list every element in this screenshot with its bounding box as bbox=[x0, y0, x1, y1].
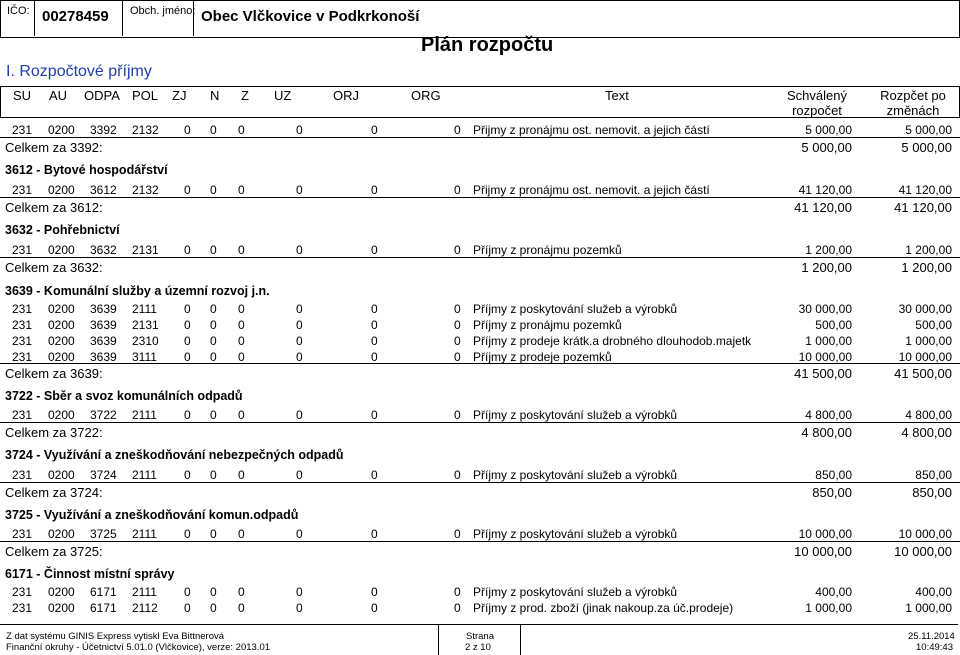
footer-printed-by: Z dat systému GINIS Express vytiskl Eva Bittnerová bbox=[6, 631, 225, 642]
total-row bbox=[0, 257, 960, 278]
group-label: 3612 - Bytové hospodářství bbox=[5, 163, 168, 177]
cell-au: 0200 bbox=[48, 601, 75, 615]
cell-uz: 0 bbox=[296, 468, 303, 482]
cell-text: Příjmy z poskytování služeb a výrobků bbox=[473, 468, 678, 482]
cell-rozpocet: 1 000,00 bbox=[905, 601, 952, 615]
cell-rozpocet: 5 000,00 bbox=[905, 123, 952, 137]
group-heading bbox=[0, 386, 960, 406]
cell-z: 0 bbox=[238, 243, 245, 257]
footer-system-info: Finanční okruhy - Účetnictví 5.01.0 (Vlčkovice), verze: 2013.01 bbox=[6, 642, 271, 653]
total-schvaleny: 850,00 bbox=[812, 485, 852, 500]
total-row bbox=[0, 422, 960, 443]
cell-zj: 0 bbox=[184, 302, 191, 316]
total-schvaleny: 10 000,00 bbox=[794, 544, 852, 559]
cell-rozpocet: 500,00 bbox=[915, 318, 952, 332]
group-label: 3724 - Využívání a zneškodňování nebezpečných odpadů bbox=[5, 448, 344, 462]
cell-org: 0 bbox=[454, 243, 461, 257]
total-rozpocet: 10 000,00 bbox=[894, 544, 952, 559]
group-heading bbox=[0, 281, 960, 301]
cell-uz: 0 bbox=[296, 334, 303, 348]
cell-pol: 2131 bbox=[132, 318, 159, 332]
section-title: I. Rozpočtové příjmy bbox=[6, 63, 152, 80]
cell-odpa: 3639 bbox=[90, 302, 117, 316]
cell-org: 0 bbox=[454, 468, 461, 482]
cell-zj: 0 bbox=[184, 527, 191, 541]
cell-orj: 0 bbox=[371, 408, 378, 422]
cell-odpa: 3632 bbox=[90, 243, 117, 257]
group-label: 3722 - Sběr a svoz komunálních odpadů bbox=[5, 389, 243, 403]
cell-org: 0 bbox=[454, 350, 461, 364]
cell-rozpocet: 41 120,00 bbox=[898, 183, 952, 197]
cell-text: Příjmy z pronájmu pozemků bbox=[473, 318, 622, 332]
cell-pol: 2132 bbox=[132, 183, 159, 197]
cell-su: 231 bbox=[12, 601, 33, 615]
cell-uz: 0 bbox=[296, 408, 303, 422]
cell-orj: 0 bbox=[371, 243, 378, 257]
total-row bbox=[0, 482, 960, 503]
col-au: AU bbox=[49, 88, 68, 103]
cell-z: 0 bbox=[238, 123, 245, 137]
cell-n: 0 bbox=[210, 334, 217, 348]
cell-schvaleny: 500,00 bbox=[815, 318, 852, 332]
cell-schvaleny: 10 000,00 bbox=[798, 527, 852, 541]
cell-pol: 2111 bbox=[132, 408, 157, 422]
footer-date: 25.11.2014 bbox=[908, 631, 955, 642]
cell-z: 0 bbox=[238, 350, 245, 364]
total-schvaleny: 4 800,00 bbox=[801, 425, 852, 440]
footer-page-label: Strana bbox=[466, 631, 494, 642]
cell-text: Příjmy z prodeje pozemků bbox=[473, 350, 612, 364]
cell-su: 231 bbox=[12, 585, 33, 599]
cell-org: 0 bbox=[454, 408, 461, 422]
cell-schvaleny: 4 800,00 bbox=[805, 408, 852, 422]
cell-au: 0200 bbox=[48, 183, 75, 197]
col-pol: POL bbox=[132, 88, 159, 103]
cell-org: 0 bbox=[454, 302, 461, 316]
cell-zj: 0 bbox=[184, 468, 191, 482]
cell-su: 231 bbox=[12, 123, 33, 137]
total-row bbox=[0, 541, 960, 562]
col-org: ORG bbox=[411, 88, 441, 103]
cell-au: 0200 bbox=[48, 318, 75, 332]
cell-rozpocet: 10 000,00 bbox=[898, 350, 952, 364]
total-rozpocet: 4 800,00 bbox=[901, 425, 952, 440]
cell-uz: 0 bbox=[296, 183, 303, 197]
col-uz: UZ bbox=[274, 88, 292, 103]
col-schvaleny-line1: Schválený bbox=[787, 88, 847, 103]
col-odpa: ODPA bbox=[84, 88, 120, 103]
cell-pol: 3111 bbox=[132, 350, 157, 364]
cell-rozpocet: 10 000,00 bbox=[898, 527, 952, 541]
group-heading bbox=[0, 220, 960, 240]
cell-n: 0 bbox=[210, 302, 217, 316]
total-schvaleny: 41 120,00 bbox=[794, 200, 852, 215]
cell-text: Příjmy z poskytování služeb a výrobků bbox=[473, 408, 678, 422]
cell-pol: 2132 bbox=[132, 123, 159, 137]
cell-zj: 0 bbox=[184, 350, 191, 364]
cell-schvaleny: 30 000,00 bbox=[798, 302, 852, 316]
group-heading bbox=[0, 564, 960, 584]
cell-orj: 0 bbox=[371, 302, 378, 316]
total-rozpocet: 41 120,00 bbox=[894, 200, 952, 215]
cell-pol: 2111 bbox=[132, 527, 157, 541]
cell-su: 231 bbox=[12, 350, 33, 364]
cell-zj: 0 bbox=[184, 243, 191, 257]
total-rozpocet: 41 500,00 bbox=[894, 366, 952, 381]
cell-org: 0 bbox=[454, 318, 461, 332]
cell-schvaleny: 1 000,00 bbox=[805, 601, 852, 615]
cell-odpa: 3612 bbox=[90, 183, 117, 197]
cell-text: Příjmy z poskytování služeb a výrobků bbox=[473, 302, 678, 316]
cell-z: 0 bbox=[238, 408, 245, 422]
total-label: Celkem za 3722: bbox=[5, 425, 103, 440]
cell-uz: 0 bbox=[296, 350, 303, 364]
total-schvaleny: 1 200,00 bbox=[801, 260, 852, 275]
cell-zj: 0 bbox=[184, 585, 191, 599]
total-rozpocet: 1 200,00 bbox=[901, 260, 952, 275]
footer-divider bbox=[438, 624, 439, 655]
cell-su: 231 bbox=[12, 302, 33, 316]
header-divider bbox=[34, 0, 35, 36]
cell-rozpocet: 30 000,00 bbox=[898, 302, 952, 316]
cell-z: 0 bbox=[238, 302, 245, 316]
total-schvaleny: 5 000,00 bbox=[801, 140, 852, 155]
cell-uz: 0 bbox=[296, 302, 303, 316]
cell-odpa: 3722 bbox=[90, 408, 117, 422]
cell-rozpocet: 1 200,00 bbox=[905, 243, 952, 257]
cell-au: 0200 bbox=[48, 243, 75, 257]
cell-odpa: 6171 bbox=[90, 601, 117, 615]
cell-schvaleny: 41 120,00 bbox=[798, 183, 852, 197]
col-schvaleny bbox=[781, 88, 853, 118]
cell-orj: 0 bbox=[371, 468, 378, 482]
page-title: Plán rozpočtu bbox=[421, 34, 554, 56]
cell-rozpocet: 1 000,00 bbox=[905, 334, 952, 348]
table-row bbox=[0, 598, 960, 618]
cell-pol: 2112 bbox=[132, 601, 158, 615]
cell-au: 0200 bbox=[48, 123, 75, 137]
cell-org: 0 bbox=[454, 601, 461, 615]
cell-au: 0200 bbox=[48, 408, 75, 422]
cell-rozpocet: 850,00 bbox=[915, 468, 952, 482]
total-rozpocet: 5 000,00 bbox=[901, 140, 952, 155]
group-heading bbox=[0, 505, 960, 525]
cell-schvaleny: 5 000,00 bbox=[805, 123, 852, 137]
total-row bbox=[0, 197, 960, 218]
col-text: Text bbox=[605, 88, 629, 103]
cell-text: Příjmy z poskytování služeb a výrobků bbox=[473, 585, 678, 599]
cell-org: 0 bbox=[454, 527, 461, 541]
cell-au: 0200 bbox=[48, 302, 75, 316]
cell-n: 0 bbox=[210, 318, 217, 332]
cell-z: 0 bbox=[238, 334, 245, 348]
obch-value: Obec Vlčkovice v Podkrkonoší bbox=[201, 8, 420, 25]
group-label: 3725 - Využívání a zneškodňování komun.odpadů bbox=[5, 508, 299, 522]
total-label: Celkem za 3725: bbox=[5, 544, 103, 559]
cell-orj: 0 bbox=[371, 318, 378, 332]
cell-uz: 0 bbox=[296, 318, 303, 332]
cell-n: 0 bbox=[210, 123, 217, 137]
cell-odpa: 6171 bbox=[90, 585, 117, 599]
cell-orj: 0 bbox=[371, 334, 378, 348]
group-label: 3632 - Pohřebnictví bbox=[5, 223, 120, 237]
total-label: Celkem za 3392: bbox=[5, 140, 103, 155]
cell-zj: 0 bbox=[184, 601, 191, 615]
cell-schvaleny: 400,00 bbox=[815, 585, 852, 599]
cell-odpa: 3392 bbox=[90, 123, 117, 137]
cell-z: 0 bbox=[238, 183, 245, 197]
cell-su: 231 bbox=[12, 408, 33, 422]
cell-odpa: 3639 bbox=[90, 334, 117, 348]
cell-org: 0 bbox=[454, 123, 461, 137]
cell-uz: 0 bbox=[296, 243, 303, 257]
cell-text: Příjmy z poskytování služeb a výrobků bbox=[473, 527, 678, 541]
cell-odpa: 3639 bbox=[90, 350, 117, 364]
cell-n: 0 bbox=[210, 350, 217, 364]
cell-au: 0200 bbox=[48, 585, 75, 599]
cell-rozpocet: 4 800,00 bbox=[905, 408, 952, 422]
cell-uz: 0 bbox=[296, 585, 303, 599]
cell-schvaleny: 1 000,00 bbox=[805, 334, 852, 348]
cell-n: 0 bbox=[210, 243, 217, 257]
cell-n: 0 bbox=[210, 585, 217, 599]
cell-au: 0200 bbox=[48, 527, 75, 541]
cell-su: 231 bbox=[12, 318, 33, 332]
cell-n: 0 bbox=[210, 527, 217, 541]
group-label: 6171 - Činnost místní správy bbox=[5, 567, 175, 581]
col-rozpocet bbox=[873, 88, 953, 118]
cell-au: 0200 bbox=[48, 350, 75, 364]
total-label: Celkem za 3639: bbox=[5, 366, 103, 381]
cell-text: Přijmy z pronájmu ost. nemovit. a jejich částí bbox=[473, 123, 710, 137]
cell-orj: 0 bbox=[371, 601, 378, 615]
col-schvaleny-line2: rozpočet bbox=[792, 103, 842, 118]
cell-org: 0 bbox=[454, 183, 461, 197]
cell-org: 0 bbox=[454, 334, 461, 348]
cell-su: 231 bbox=[12, 468, 33, 482]
cell-uz: 0 bbox=[296, 527, 303, 541]
cell-text: Příjmy z prod. zboží (jinak nakoup.za úč.prodeje) bbox=[473, 601, 734, 615]
column-header-row bbox=[0, 86, 960, 118]
cell-rozpocet: 400,00 bbox=[915, 585, 952, 599]
cell-odpa: 3639 bbox=[90, 318, 117, 332]
total-row bbox=[0, 137, 960, 158]
cell-uz: 0 bbox=[296, 601, 303, 615]
footer-divider bbox=[520, 624, 521, 655]
total-row bbox=[0, 363, 960, 384]
footer-time: 10:49:43 bbox=[916, 642, 953, 653]
group-label: 3639 - Komunální služby a územní rozvoj j.n. bbox=[5, 284, 270, 298]
cell-orj: 0 bbox=[371, 350, 378, 364]
cell-n: 0 bbox=[210, 408, 217, 422]
cell-schvaleny: 10 000,00 bbox=[798, 350, 852, 364]
cell-su: 231 bbox=[12, 183, 33, 197]
cell-zj: 0 bbox=[184, 408, 191, 422]
cell-su: 231 bbox=[12, 243, 33, 257]
cell-z: 0 bbox=[238, 318, 245, 332]
footer-page-number: 2 z 10 bbox=[465, 642, 491, 653]
ico-label: IČO: bbox=[7, 5, 30, 17]
total-rozpocet: 850,00 bbox=[912, 485, 952, 500]
cell-n: 0 bbox=[210, 468, 217, 482]
cell-orj: 0 bbox=[371, 123, 378, 137]
cell-odpa: 3725 bbox=[90, 527, 117, 541]
col-su: SU bbox=[13, 88, 32, 103]
cell-zj: 0 bbox=[184, 334, 191, 348]
cell-schvaleny: 1 200,00 bbox=[805, 243, 852, 257]
total-label: Celkem za 3632: bbox=[5, 260, 103, 275]
cell-org: 0 bbox=[454, 585, 461, 599]
cell-z: 0 bbox=[238, 527, 245, 541]
total-label: Celkem za 3724: bbox=[5, 485, 103, 500]
cell-z: 0 bbox=[238, 585, 245, 599]
cell-orj: 0 bbox=[371, 527, 378, 541]
cell-au: 0200 bbox=[48, 334, 75, 348]
col-z: Z bbox=[241, 88, 249, 103]
cell-text: Přijmy z pronájmu ost. nemovit. a jejich částí bbox=[473, 183, 710, 197]
cell-text: Příjmy z pronájmu pozemků bbox=[473, 243, 622, 257]
group-heading bbox=[0, 160, 960, 180]
col-rozpocet-line2: změnách bbox=[886, 103, 940, 118]
obch-label: Obch. jméno: bbox=[130, 5, 196, 17]
cell-pol: 2111 bbox=[132, 585, 157, 599]
header-divider bbox=[122, 0, 123, 36]
cell-odpa: 3724 bbox=[90, 468, 117, 482]
ico-value: 00278459 bbox=[42, 8, 109, 25]
cell-au: 0200 bbox=[48, 468, 75, 482]
cell-z: 0 bbox=[238, 468, 245, 482]
cell-pol: 2131 bbox=[132, 243, 159, 257]
cell-schvaleny: 850,00 bbox=[815, 468, 852, 482]
col-rozpocet-line1: Rozpčet po bbox=[880, 88, 946, 103]
total-label: Celkem za 3612: bbox=[5, 200, 103, 215]
group-heading bbox=[0, 445, 960, 465]
cell-zj: 0 bbox=[184, 318, 191, 332]
cell-z: 0 bbox=[238, 601, 245, 615]
cell-orj: 0 bbox=[371, 183, 378, 197]
cell-uz: 0 bbox=[296, 123, 303, 137]
cell-n: 0 bbox=[210, 601, 217, 615]
col-n: N bbox=[210, 88, 220, 103]
cell-su: 231 bbox=[12, 334, 33, 348]
cell-n: 0 bbox=[210, 183, 217, 197]
cell-su: 231 bbox=[12, 527, 33, 541]
cell-pol: 2310 bbox=[132, 334, 159, 348]
cell-zj: 0 bbox=[184, 123, 191, 137]
cell-zj: 0 bbox=[184, 183, 191, 197]
col-orj: ORJ bbox=[333, 88, 359, 103]
cell-orj: 0 bbox=[371, 585, 378, 599]
cell-pol: 2111 bbox=[132, 302, 157, 316]
col-zj: ZJ bbox=[172, 88, 187, 103]
cell-text: Příjmy z prodeje krátk.a drobného dlouhodob.majetk bbox=[473, 334, 752, 348]
cell-pol: 2111 bbox=[132, 468, 157, 482]
total-schvaleny: 41 500,00 bbox=[794, 366, 852, 381]
